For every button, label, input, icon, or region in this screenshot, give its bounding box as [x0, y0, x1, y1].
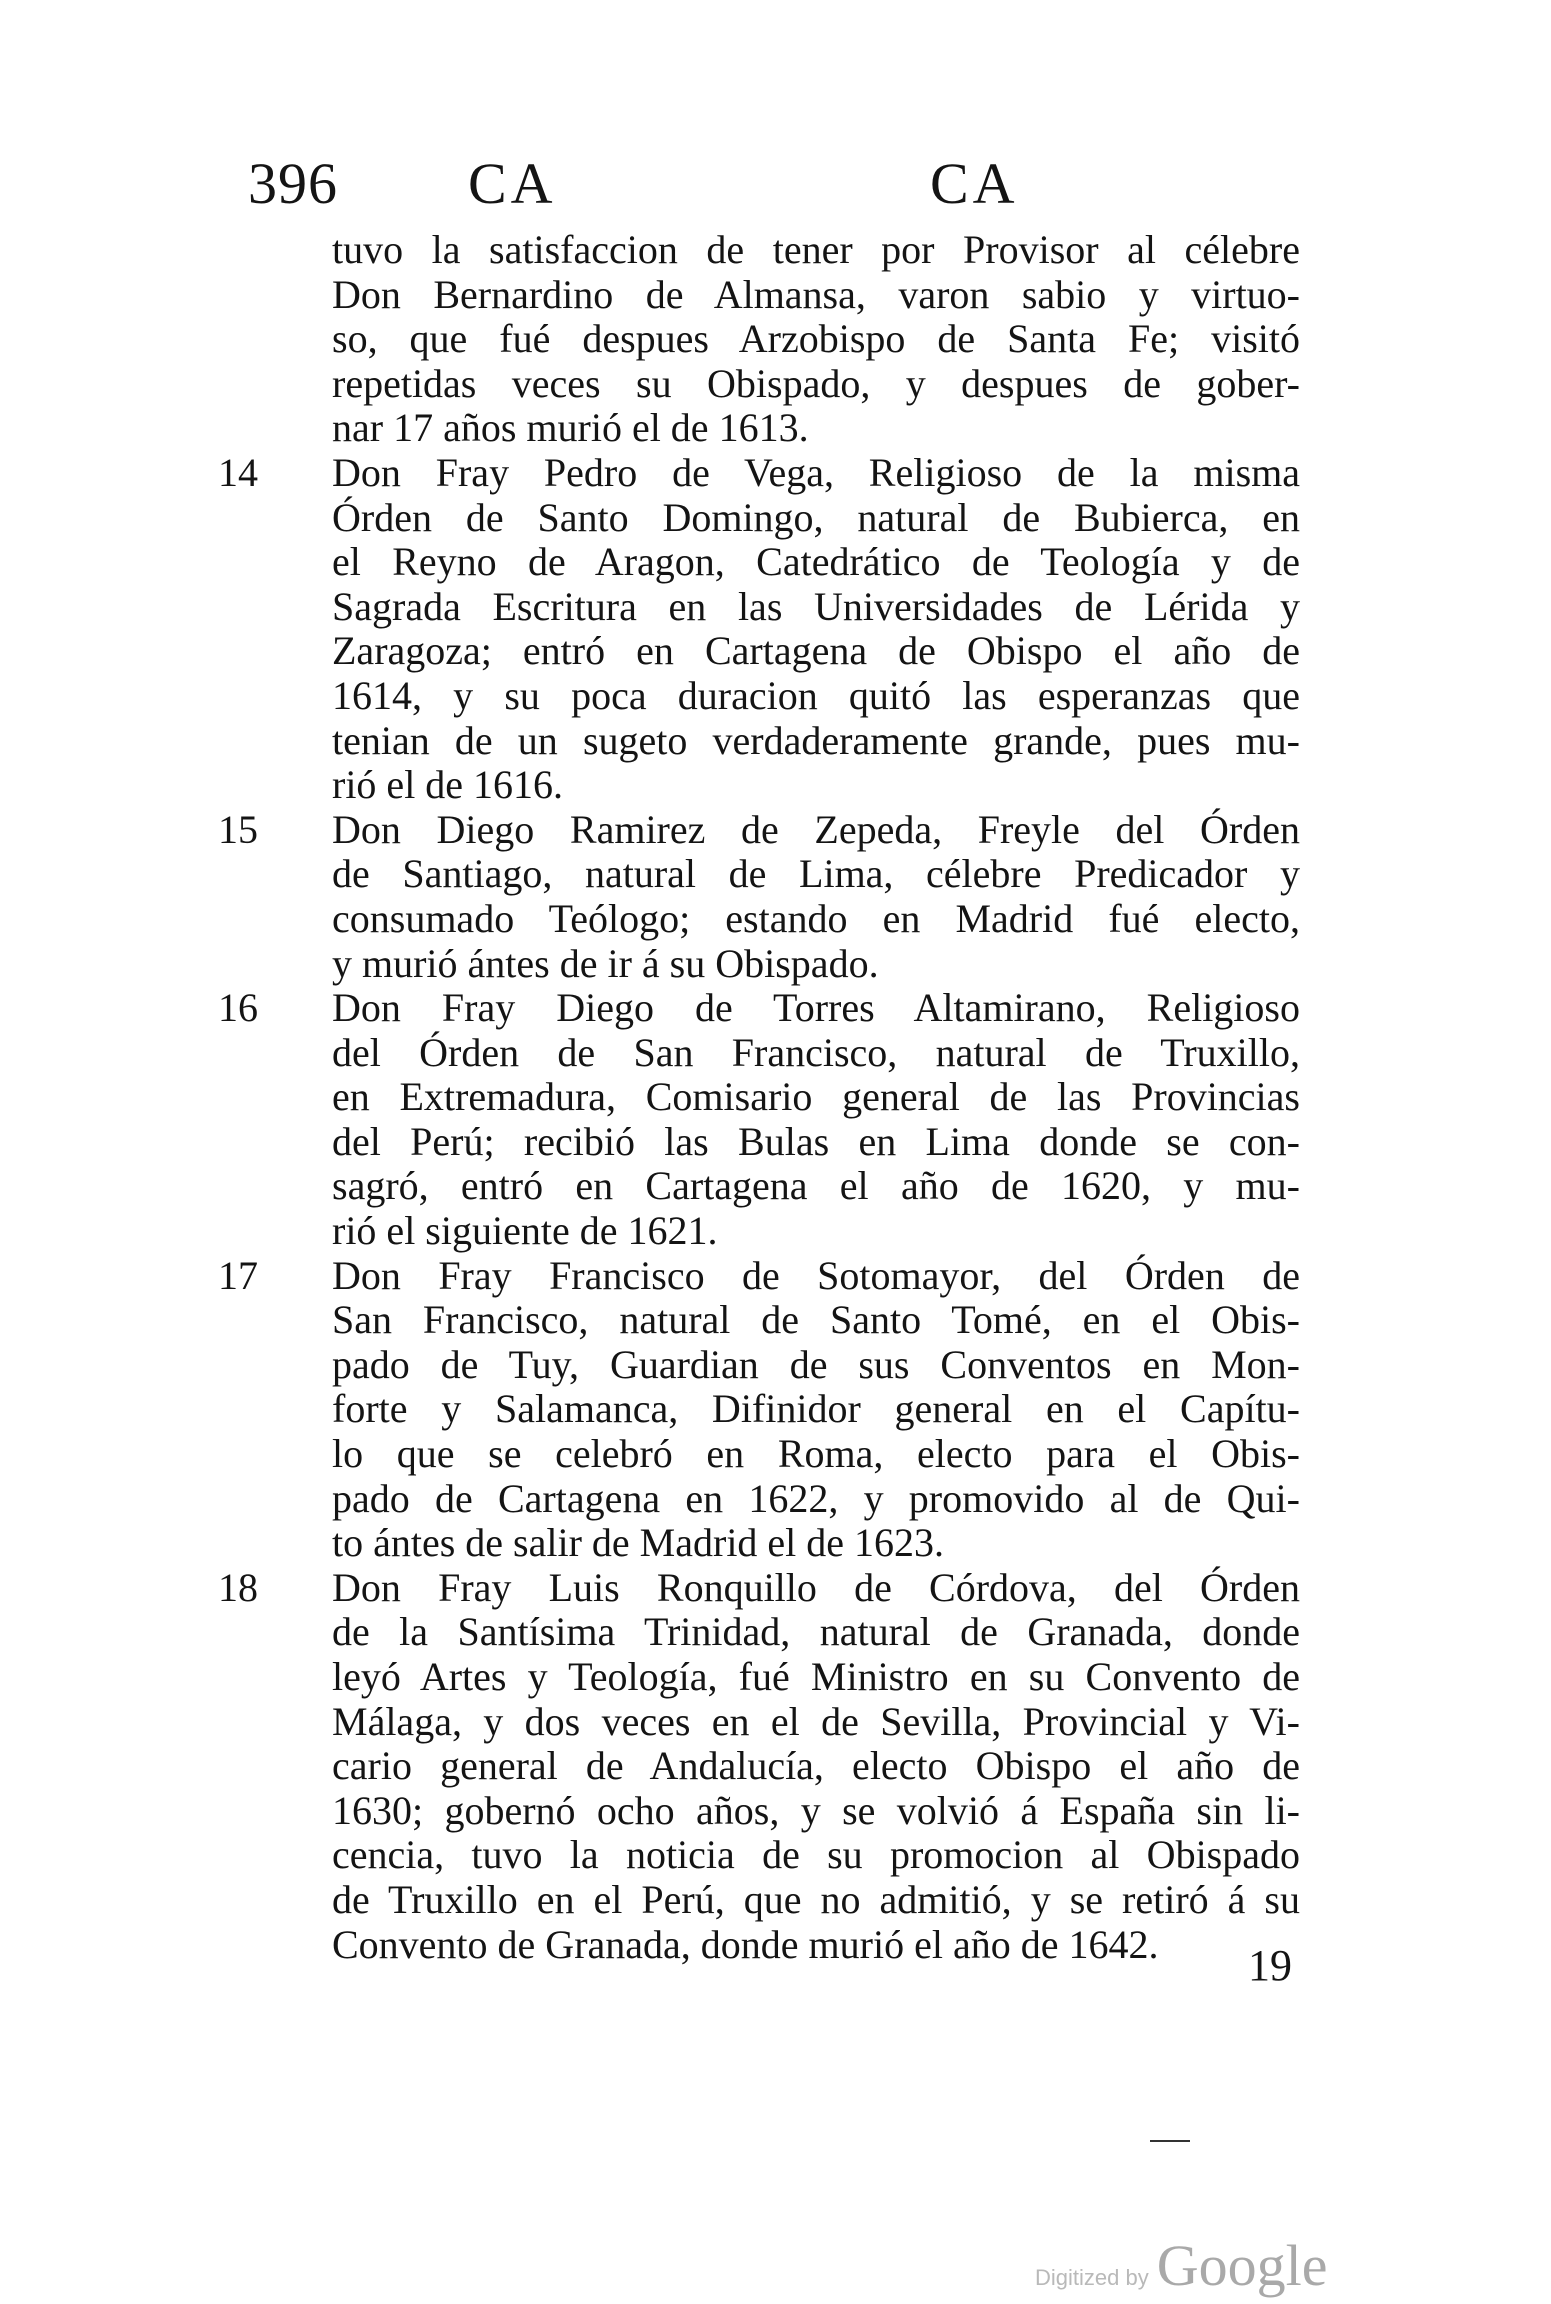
text-line: lo que se celebró en Roma, electo para el Obis-: [332, 1431, 1300, 1477]
text-line: pado de Cartagena en 1622, y promovido al de Qui-: [332, 1475, 1300, 1521]
text-line: nar 17 años murió el de 1613.: [332, 405, 809, 451]
text-line: tuvo la satisfaccion de tener por Provisor al célebre: [332, 227, 1300, 272]
entry-number: 17: [218, 1252, 258, 1298]
text-line: 1614, y su poca duracion quitó las esperanzas que: [332, 672, 1300, 718]
page-header: [0, 150, 1551, 230]
watermark-brand-logo: Google: [1156, 2233, 1328, 2298]
text-line: Don Diego Ramirez de Zepeda, Freyle del Órden: [332, 806, 1300, 852]
text-line: de Truxillo en el Perú, que no admitió, y se retiró á su: [332, 1876, 1300, 1922]
text-line: forte y Salamanca, Difinidor general en el Capítu-: [332, 1386, 1300, 1432]
text-entry: [250, 228, 1300, 451]
text-line: cencia, tuvo la noticia de su promocion al Obispado: [332, 1832, 1300, 1878]
text-line: consumado Teólogo; estando en Madrid fué electo,: [332, 895, 1300, 941]
text-line: to ántes de salir de Madrid el de 1623.: [332, 1520, 945, 1566]
text-line: sagró, entró en Cartagena el año de 1620, y mu-: [332, 1163, 1300, 1209]
text-entry: [218, 1252, 1300, 1566]
text-line: Sagrada Escritura en las Universidades de Lérida y: [332, 583, 1300, 629]
text-line: el Reyno de Aragon, Catedrático de Teología y de: [332, 539, 1300, 585]
text-line: 1630; gobernó ocho años, y se volvió á España sin li-: [332, 1787, 1300, 1833]
text-line: pado de Tuy, Guardian de sus Conventos en Mon-: [332, 1341, 1300, 1387]
text-line: rió el siguiente de 1621.: [332, 1208, 718, 1254]
entry-number: 18: [218, 1564, 258, 1610]
text-line: y murió ántes de ir á su Obispado.: [332, 940, 879, 986]
text-line: Don Fray Pedro de Vega, Religioso de la misma: [332, 449, 1300, 495]
text-line: Don Fray Diego de Torres Altamirano, Religioso: [332, 985, 1300, 1031]
text-line: San Francisco, natural de Santo Tomé, en el Obis-: [332, 1297, 1300, 1343]
watermark-prefix: Digitized by: [1035, 2265, 1149, 2290]
text-line: so, que fué despues Arzobispo de Santa Fe; visitó: [332, 316, 1300, 362]
body-text: [218, 227, 1300, 1967]
text-entry: [218, 806, 1300, 986]
text-line: de Santiago, natural de Lima, célebre Predicador y: [332, 851, 1300, 897]
text-line: del Perú; recibió las Bulas en Lima donde se con-: [332, 1118, 1300, 1164]
catchword: 19: [1248, 1941, 1292, 1990]
text-line: Don Bernardino de Almansa, varon sabio y virtuo-: [332, 271, 1300, 317]
stray-ink-mark: [1150, 2140, 1190, 2142]
running-head-left: CA: [468, 151, 557, 216]
text-line: cario general de Andalucía, electo Obispo el año de: [332, 1743, 1300, 1789]
text-line: Málaga, y dos veces en el de Sevilla, Provincial y Vi-: [332, 1698, 1300, 1744]
text-line: rió el de 1616.: [332, 762, 564, 808]
text-entry: [218, 449, 1300, 808]
text-line: Convento de Granada, donde murió el año de 1642.: [332, 1921, 1159, 1967]
text-entry: [218, 985, 1300, 1254]
text-line: leyó Artes y Teología, fué Ministro en su Convento de: [332, 1654, 1300, 1699]
page-number: 396: [248, 151, 338, 216]
text-entry: [218, 1564, 1300, 1967]
text-line: de la Santísima Trinidad, natural de Granada, donde: [332, 1609, 1300, 1655]
text-line: Don Fray Francisco de Sotomayor, del Órden de: [332, 1252, 1300, 1298]
text-line: Don Fray Luis Ronquillo de Córdova, del Órden: [332, 1564, 1300, 1610]
text-line: Órden de Santo Domingo, natural de Bubierca, en: [332, 494, 1300, 540]
digitization-watermark: [1035, 2232, 1328, 2298]
entry-number: 15: [218, 806, 258, 852]
running-head-right: CA: [930, 151, 1019, 216]
text-line: repetidas veces su Obispado, y despues de gober-: [332, 360, 1300, 406]
text-line: Zaragoza; entró en Cartagena de Obispo el año de: [332, 628, 1300, 674]
text-line: en Extremadura, Comisario general de las Provincias: [332, 1074, 1300, 1120]
entry-number: 14: [218, 449, 258, 495]
entry-number: 16: [218, 985, 258, 1031]
text-line: tenian de un sugeto verdaderamente grande, pues mu-: [332, 717, 1300, 763]
text-line: del Órden de San Francisco, natural de Truxillo,: [332, 1029, 1300, 1075]
